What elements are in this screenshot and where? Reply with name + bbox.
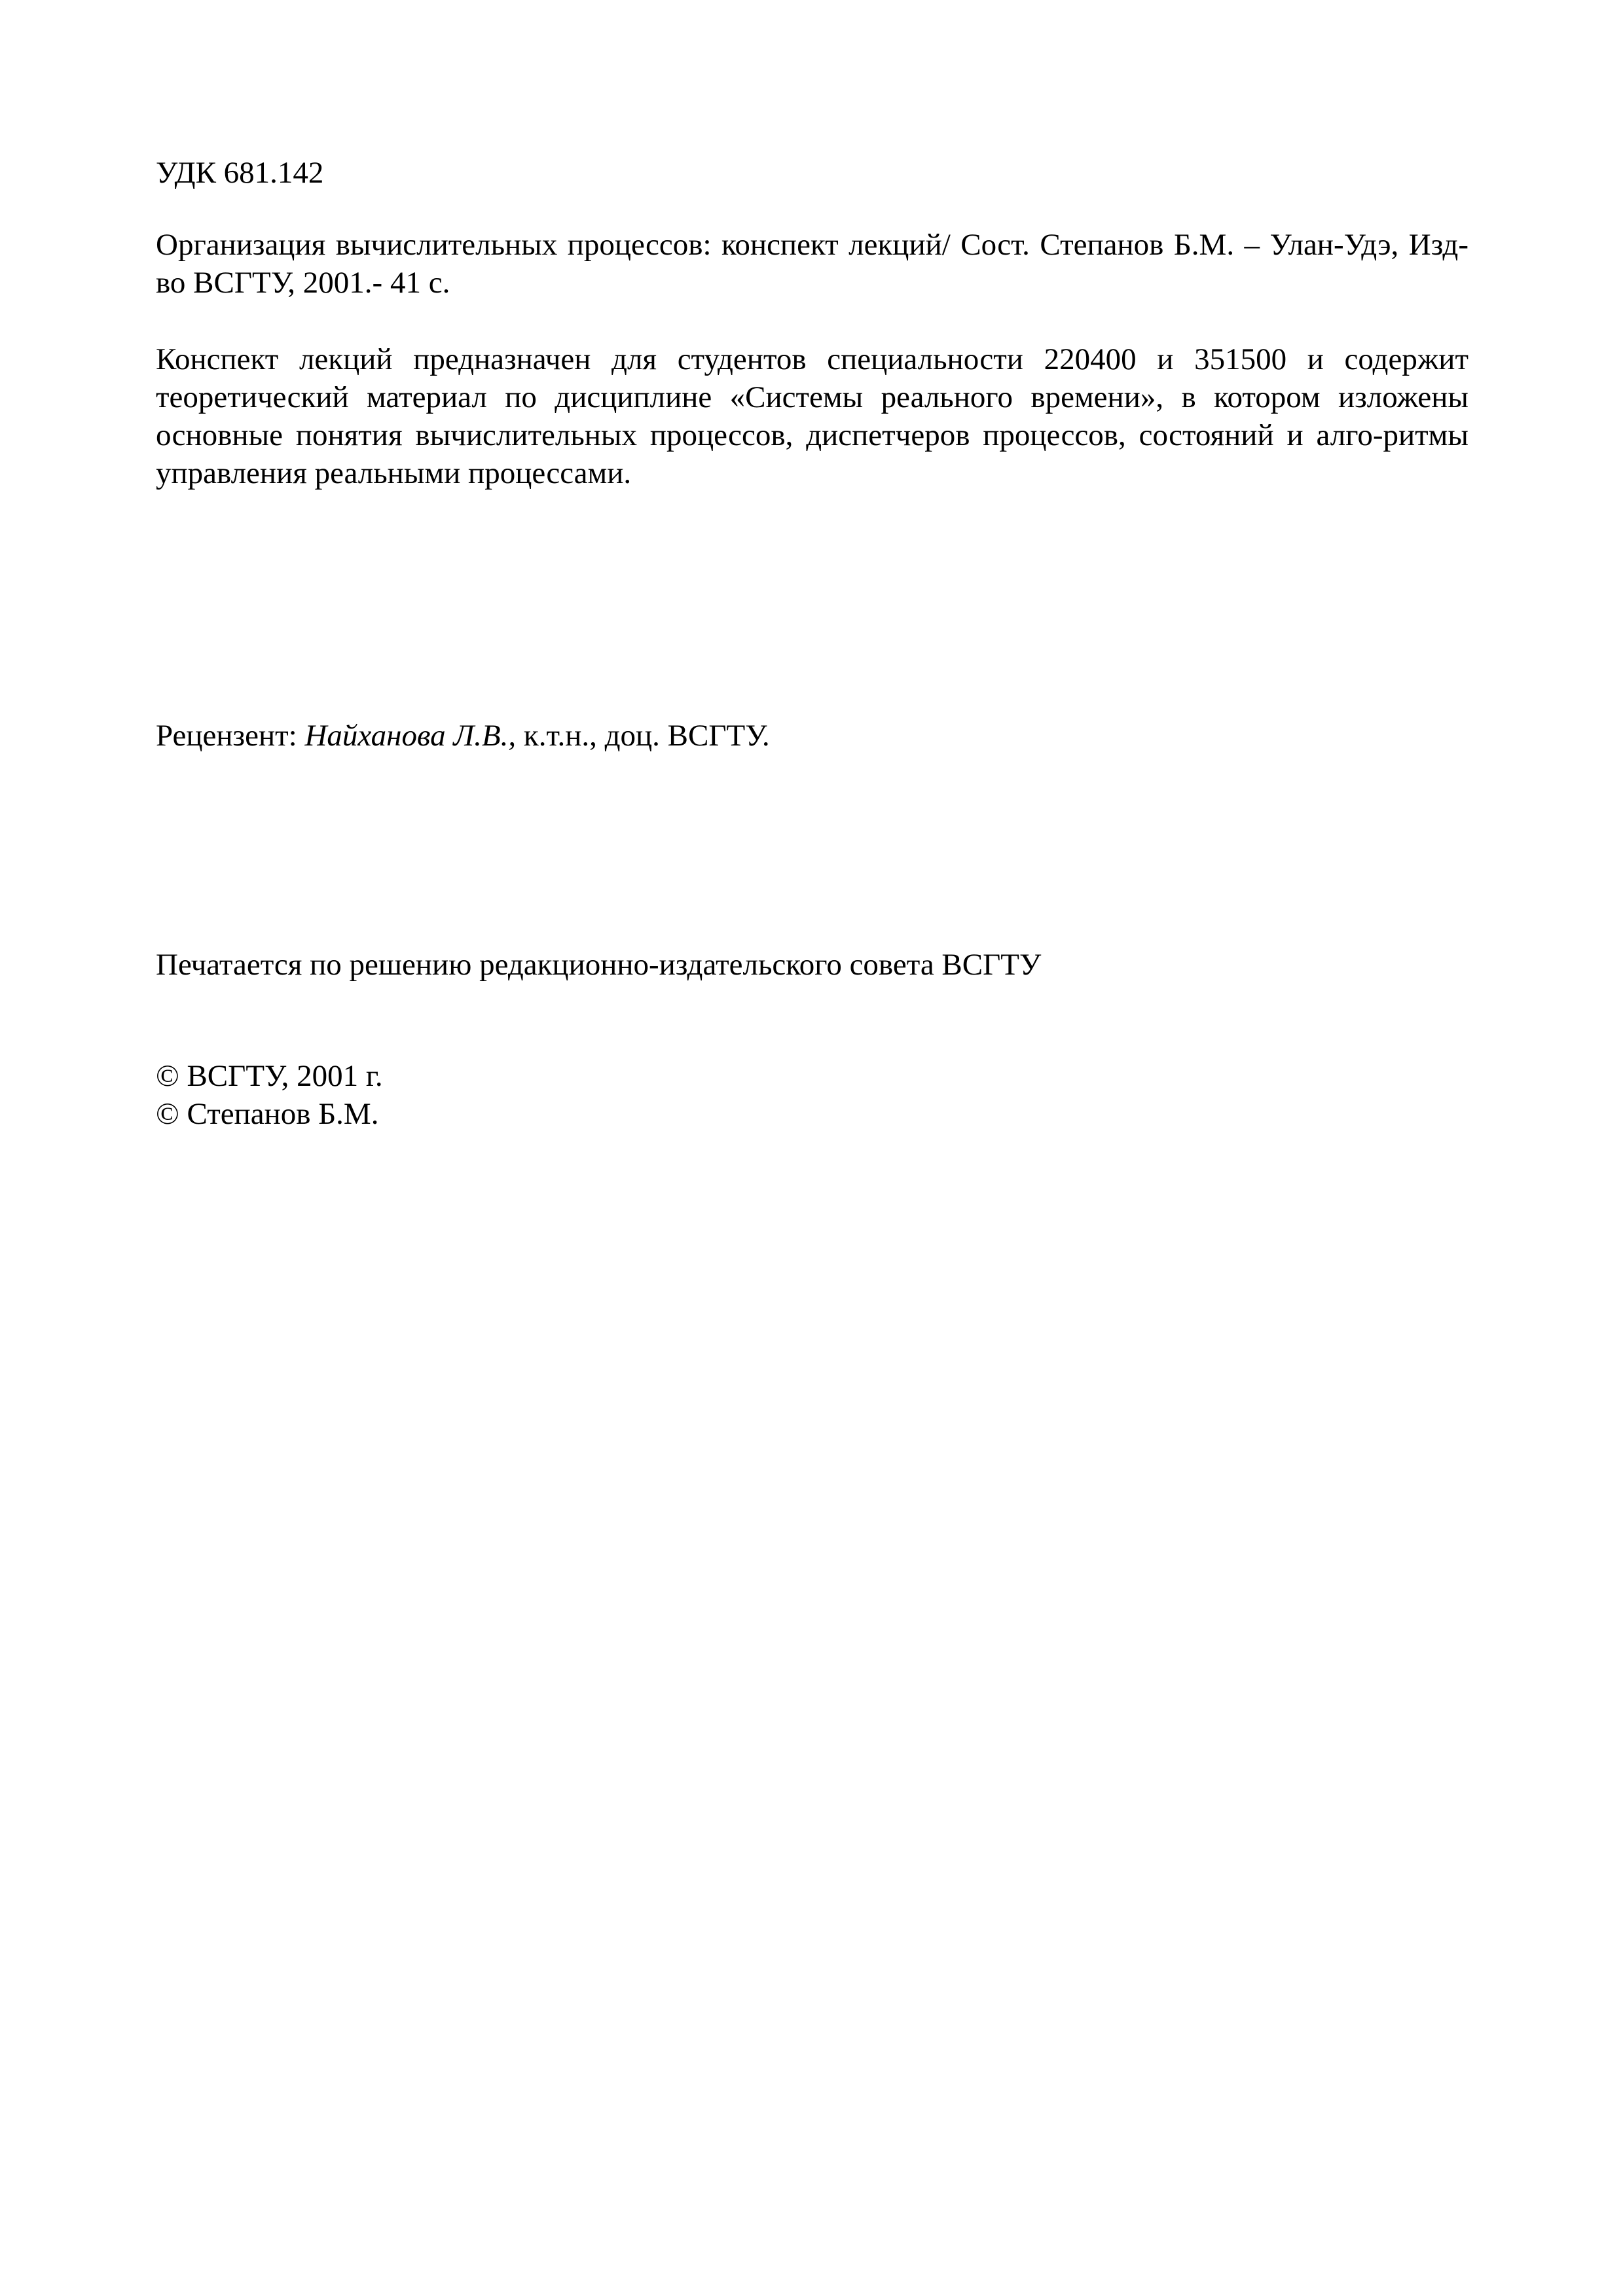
copyright-block [156, 1057, 1468, 1133]
reviewer-label: Рецензент: [156, 719, 305, 753]
reviewer-line [156, 717, 1468, 755]
copyright-university: © ВСГТУ, 2001 г. [156, 1059, 383, 1093]
imprint-note: Печатается по решению редакционно-издательского совета ВСГТУ [156, 948, 1042, 982]
copyright-author: © Степанов Б.М. [156, 1097, 379, 1131]
reviewer-details: к.т.н., доц. ВСГТУ. [516, 719, 770, 753]
bibliographic-citation: Организация вычислительных процессов: конспект лекций/ Сост. Степанов Б.М. – Улан-Удэ, Изд-во ВСГТУ, 2001.- 41 с. [156, 228, 1468, 300]
reviewer-name: Найханова Л.В., [304, 719, 517, 753]
udk-code: УДК 681.142 [156, 156, 324, 190]
annotation-paragraph: Конспект лекций предназначен для студентов специальности 220400 и 351500 и содержит теоретический материал по дисциплине «Системы реального времени», в котором изложены основные понятия вычислительных процессов, диспетчеров процессов, состояний и алго-ритмы управления реальными процессами. [156, 342, 1468, 490]
